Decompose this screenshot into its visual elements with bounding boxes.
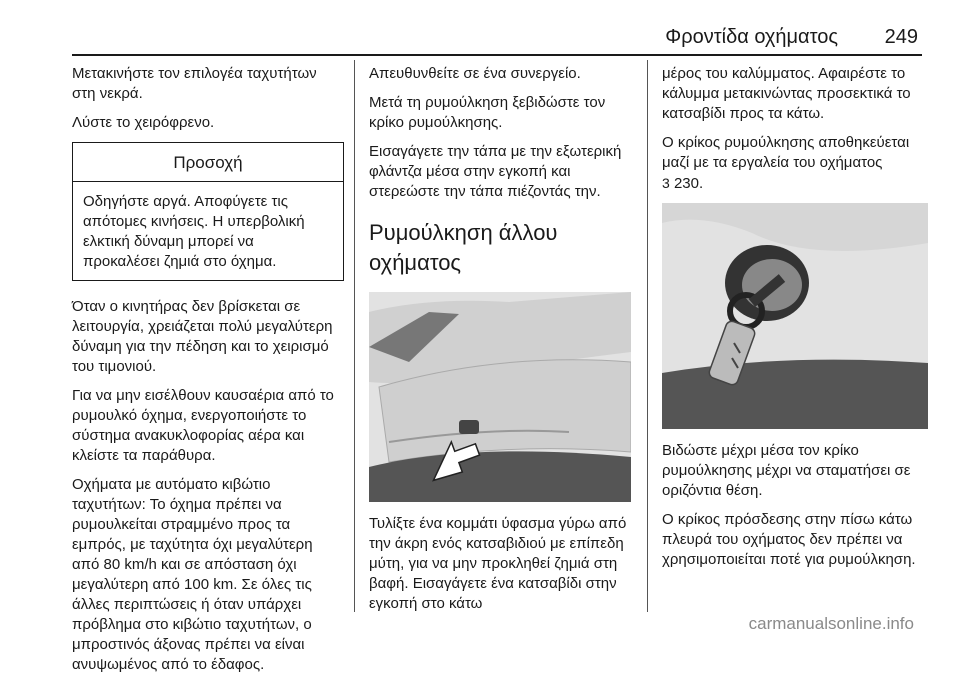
page-header-title: Φροντίδα οχήματος (665, 26, 838, 48)
paragraph: Μετά τη ρυμούλκηση ξεβιδώστε τον κρίκο ρυμούλκησης. (369, 94, 606, 131)
paragraph: Βιδώστε μέχρι μέσα τον κρίκο ρυμούλκησης μέχρι να σταματήσει σε οριζόντια θέση. (662, 442, 911, 499)
column-3 (662, 64, 928, 579)
towing-eye-illustration (662, 203, 928, 429)
paragraph: Απευθυνθείτε σε ένα συνεργείο. (369, 65, 581, 82)
column-1 (72, 64, 344, 684)
rear-bumper-illustration (369, 292, 631, 502)
column-divider (354, 60, 355, 612)
watermark: carmanualsonline.info (748, 614, 914, 633)
header-rule (72, 54, 922, 56)
paragraph: Ο κρίκος πρόσδεσης στην πίσω κάτω πλευρά του οχήματος δεν πρέπει να χρησιμοποιείται ποτέ για ρυμούλκηση. (662, 511, 916, 568)
page-reference-icon[interactable]: 3 (662, 175, 670, 191)
paragraph: Εισαγάγετε την τάπα με την εξωτερική φλάντζα μέσα στην εγκοπή και στερεώστε την τάπα πιέζοντάς την. (369, 143, 622, 200)
caution-title: Προσοχή (73, 143, 343, 182)
paragraph (662, 133, 928, 194)
paragraph: Λύστε το χειρόφρενο. (72, 114, 215, 131)
paragraph: Μετακινήστε τον επιλογέα ταχυτήτων στη νεκρά. (72, 65, 317, 102)
section-heading: Ρυμούλκηση άλλου οχήματος (369, 220, 558, 275)
caution-text: Οδηγήστε αργά. Αποφύγετε τις απότομες κινήσεις. Η υπερβολική ελκτική δύναμη μπορεί να προκαλέσει ζημιά στο όχημα. (83, 193, 305, 270)
column-divider (647, 60, 648, 612)
paragraph: Οχήματα με αυτόματο κιβώτιο ταχυτήτων: Το όχημα πρέπει να ρυμουλκείται στραμμένο προς τα εμπρός, με ταχύτητα όχι μεγαλύτερη από 80 km/h και σε απόσταση όχι μεγαλύτερη από 100 km. Σε όλες τις άλλες περιπτώσεις ή όταν υπάρχει πρόβλημα στο κιβώτιο ταχυτήτων, ο μπροστινός άξονας πρέπει να είναι ανυψωμένος από το έδαφος. (72, 476, 313, 673)
column-2 (369, 64, 631, 623)
paragraph: Για να μην εισέλθουν καυσαέρια από το ρυμουλκό όχημα, ενεργοποιήστε το σύστημα ανακυκλοφορίας αέρα και κλείστε τα παράθυρα. (72, 387, 334, 464)
paragraph-text: Ο κρίκος ρυμούλκησης αποθηκεύεται μαζί με τα εργαλεία του οχήματος (662, 134, 910, 171)
caution-box (72, 142, 344, 281)
paragraph: Τυλίξτε ένα κομμάτι ύφασμα γύρω από την άκρη ενός κατσαβιδιού με επίπεδη μύτη, για να μην προκληθεί ζημιά στη βαφή. Εισαγάγετε ένα κατσαβίδι στην εγκοπή στο κάτω (369, 515, 627, 612)
page-reference[interactable]: 230. (673, 175, 704, 192)
page-number: 249 (884, 26, 918, 48)
paragraph: μέρος του καλύμματος. Αφαιρέστε το κάλυμμα μετακινώντας προσεκτικά το κατσαβίδι προς τα κάτω. (662, 65, 911, 122)
paragraph: Όταν ο κινητήρας δεν βρίσκεται σε λειτουργία, χρειάζεται πολύ μεγαλύτερη δύναμη για την πέδηση και το χειρισμό του τιμονιού. (72, 298, 333, 375)
